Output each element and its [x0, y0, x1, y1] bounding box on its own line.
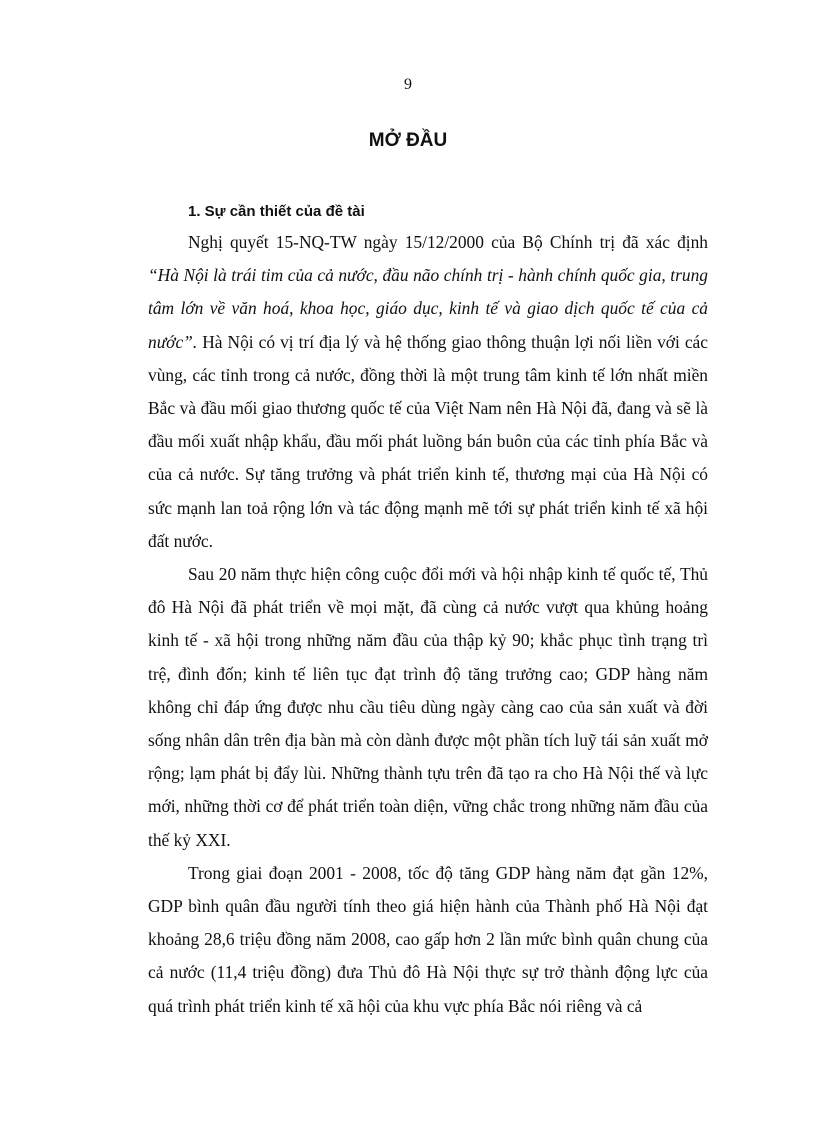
- paragraph-1-lead: Nghị quyết 15-NQ-TW ngày 15/12/2000 của Bộ Chính trị đã xác định: [188, 232, 708, 252]
- paragraph-1-quote: “Hà Nội là trái tim của cả nước, đầu não chính trị - hành chính quốc gia, trung tâm lớn về văn hoá, khoa học, giáo dục, kinh tế và giao dịch quốc tế của cả nước”.: [148, 265, 708, 352]
- paragraph-1: [148, 226, 708, 558]
- paragraph-1-rest: Hà Nội có vị trí địa lý và hệ thống giao thông thuận lợi nối liền với các vùng, các tỉnh trong cả nước, đồng thời là một trung tâm kinh tế lớn nhất miền Bắc và đầu mối giao thương quốc tế của Việt Nam nên Hà Nội đã, đang và sẽ là đầu mối xuất nhập khẩu, đầu mối phát luồng bán buôn của các tỉnh phía Bắc và của cả nước. Sự tăng trưởng và phát triển kinh tế, thương mại của Hà Nội có sức mạnh lan toả rộng lớn và tác động mạnh mẽ tới sự phát triển kinh tế xã hội đất nước.: [148, 331, 708, 551]
- body-text: [148, 226, 708, 1023]
- page-number: 9: [404, 76, 412, 93]
- paragraph-2: Sau 20 năm thực hiện công cuộc đổi mới và hội nhập kinh tế quốc tế, Thủ đô Hà Nội đã phát triển về mọi mặt, đã cùng cả nước vượt qua khủng hoảng kinh tế - xã hội trong những năm đầu của thập kỷ 90; khắc phục tình trạng trì trệ, đình đốn; kinh tế liên tục đạt trình độ tăng trưởng cao; GDP hàng năm không chỉ đáp ứng được nhu cầu tiêu dùng ngày càng cao của sản xuất và đời sống nhân dân trên địa bàn mà còn dành được một phần tích luỹ tái sản xuất mở rộng; lạm phát bị đẩy lùi. Những thành tựu trên đã tạo ra cho Hà Nội thế và lực mới, những thời cơ để phát triển toàn diện, vững chắc trong những năm đầu của thế kỷ XXI.: [148, 564, 708, 850]
- section-heading: 1. Sự cần thiết của đề tài: [188, 203, 365, 220]
- paragraph-3: Trong giai đoạn 2001 - 2008, tốc độ tăng GDP hàng năm đạt gần 12%, GDP bình quân đầu người tính theo giá hiện hành của Thành phố Hà Nội đạt khoảng 28,6 triệu đồng năm 2008, cao gấp hơn 2 lần mức bình quân chung của cả nước (11,4 triệu đồng) đưa Thủ đô Hà Nội thực sự trở thành động lực của quá trình phát triển kinh tế xã hội của khu vực phía Bắc nói riêng và cả: [148, 862, 708, 1016]
- page-title: MỞ ĐẦU: [368, 130, 448, 151]
